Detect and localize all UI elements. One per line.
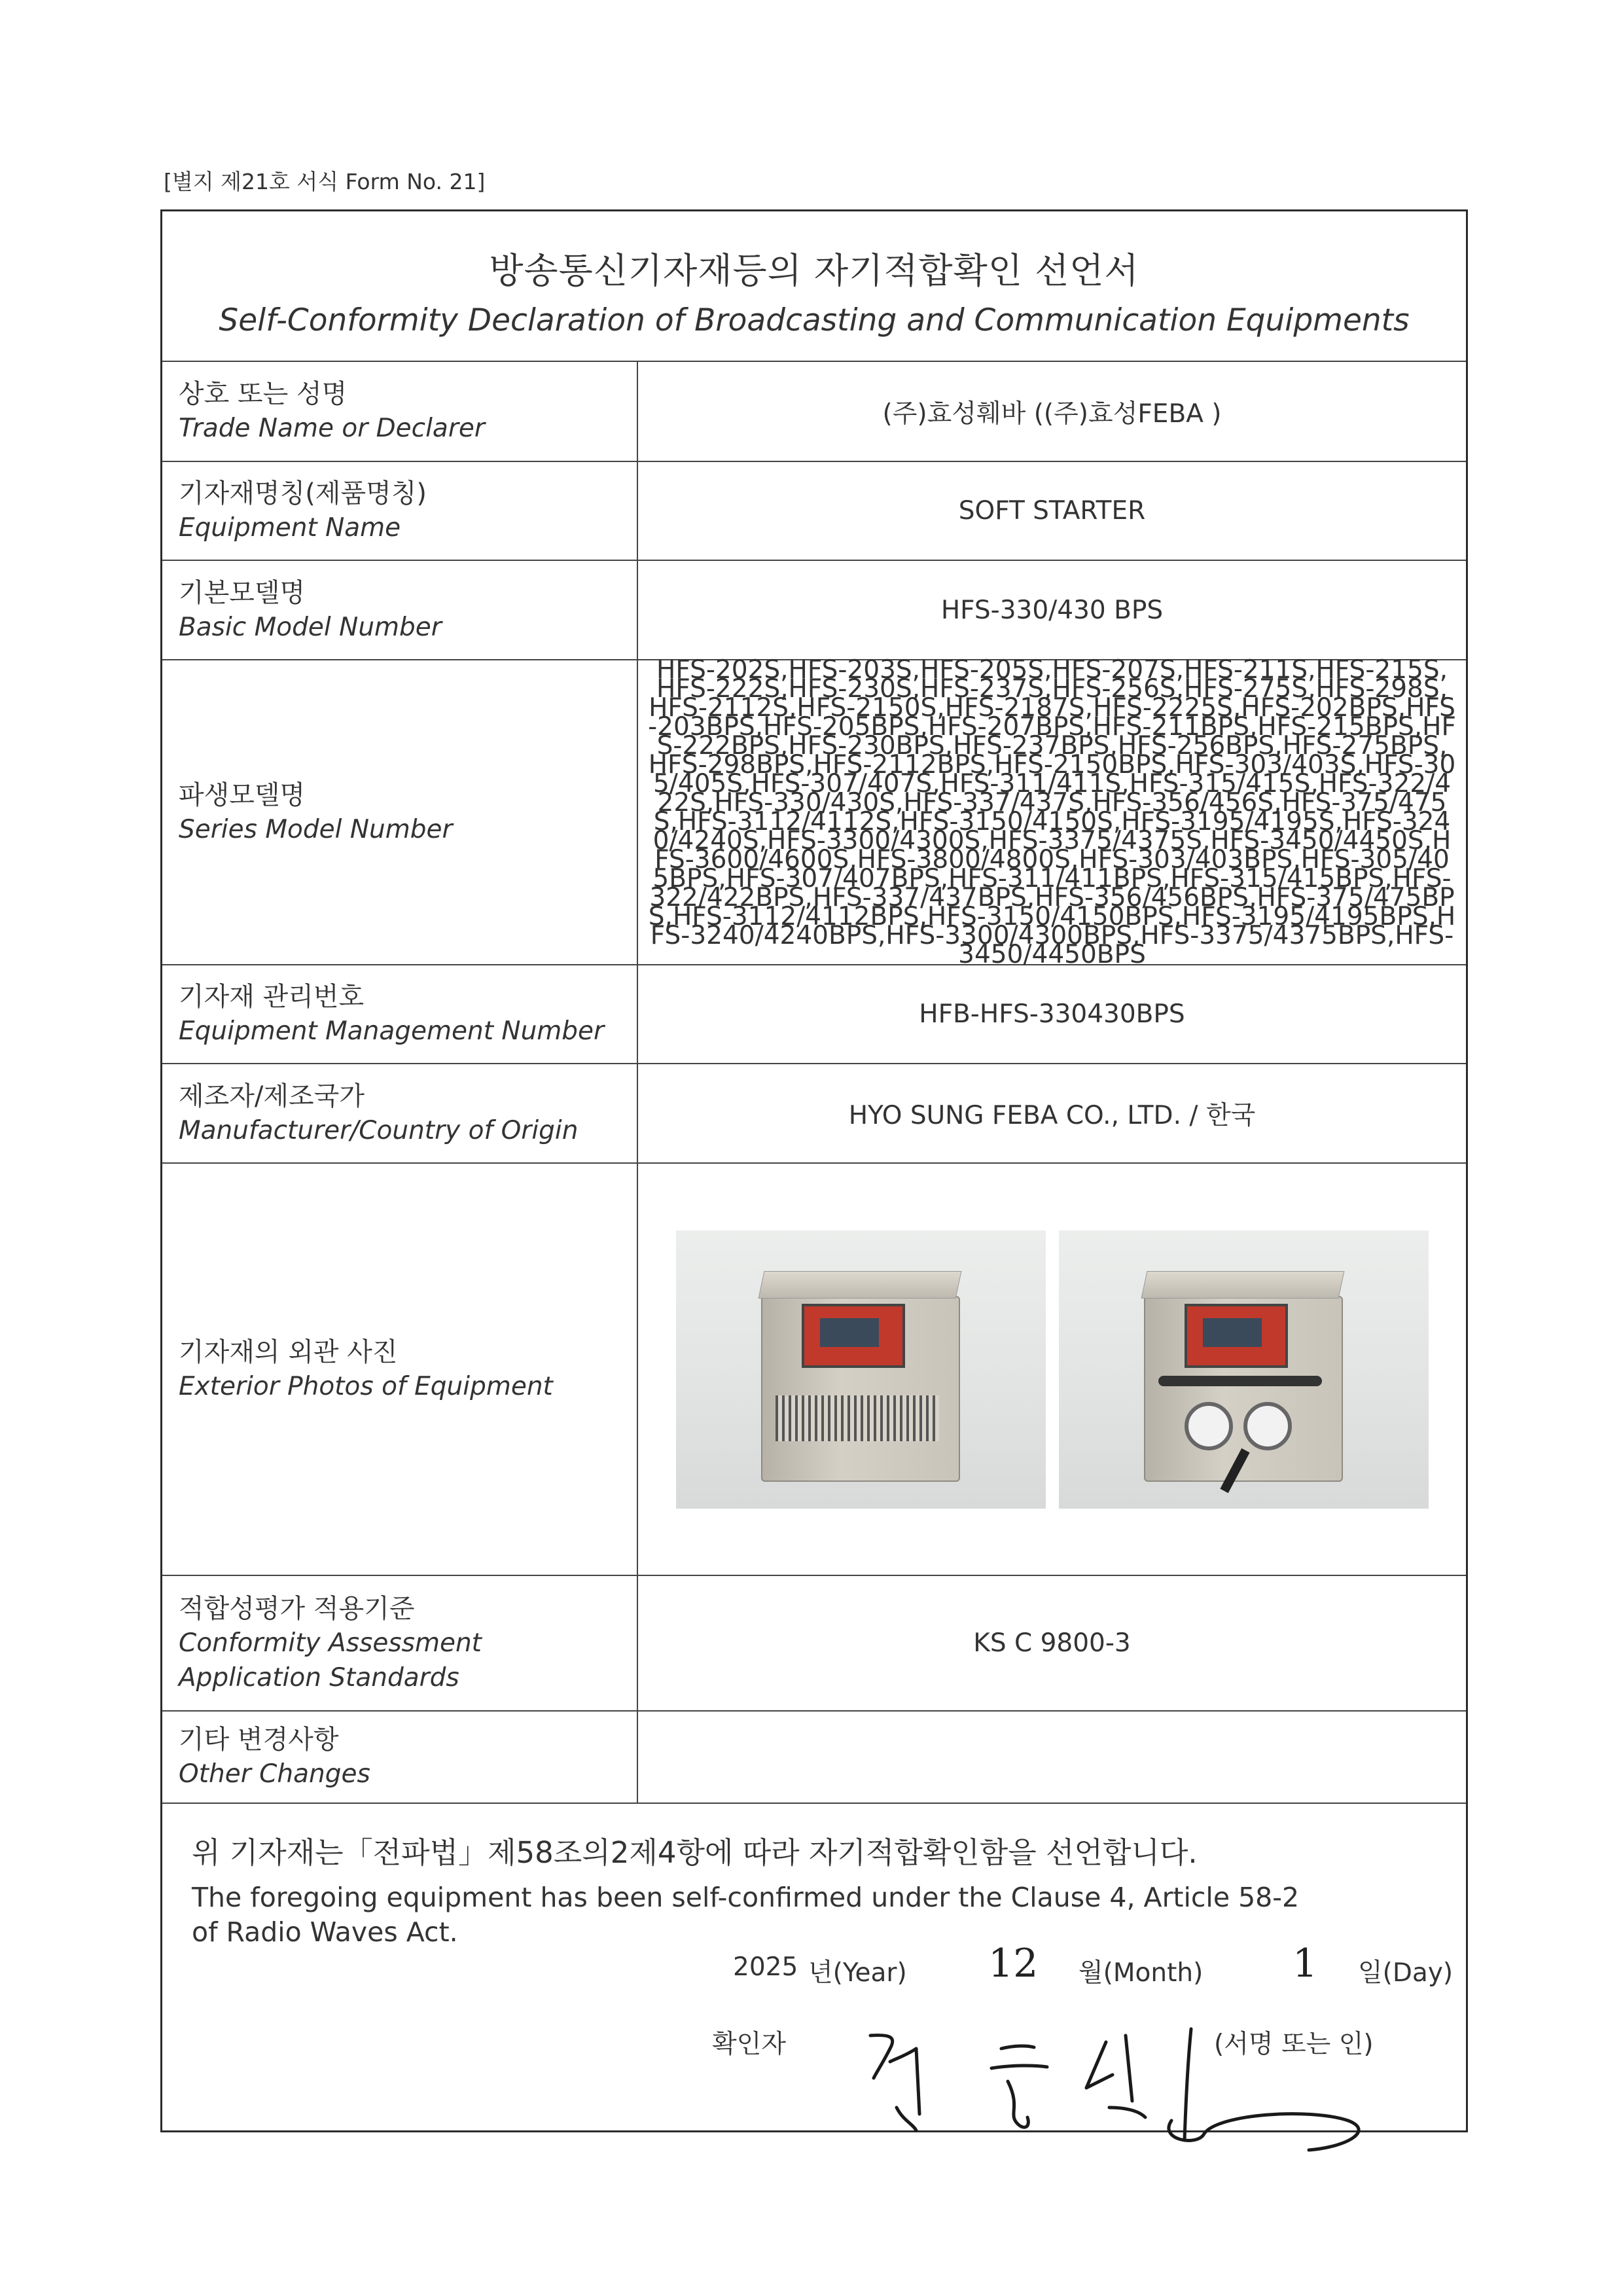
declaration-english-1: The foregoing equipment has been self-confirmed under the Clause 4, Article 58-2: [192, 1882, 1300, 1913]
row-trade-name: [162, 362, 1466, 461]
confirmer-label: 확인자: [712, 2030, 787, 2059]
label-en-1: Conformity Assessment: [179, 1628, 482, 1658]
title-english: Self-Conformity Declaration of Broadcasting and Communication Equipments: [219, 302, 1410, 338]
label-en: Equipment Name: [179, 513, 401, 543]
day-label: 일(Day): [1358, 1958, 1454, 1988]
row-manufacturer: [162, 1064, 1466, 1163]
label-series-model: [162, 660, 637, 965]
label-ko: 상호 또는 성명: [179, 379, 348, 410]
info-table: [162, 362, 1466, 1804]
label-ko: 기자재의 외관 사진: [179, 1336, 398, 1367]
label-en: Exterior Photos of Equipment: [179, 1371, 553, 1401]
title-korean: 방송통신기자재등의 자기적합확인 선언서: [489, 250, 1139, 291]
value-equipment-name: SOFT STARTER: [637, 461, 1466, 560]
label-en: Manufacturer/Country of Origin: [179, 1115, 579, 1145]
declaration-english-2: of Radio Waves Act.: [192, 1916, 458, 1948]
sign-hint: (서명 또는 인): [1214, 2030, 1374, 2059]
label-ko: 기자재 관리번호: [179, 982, 365, 1013]
label-management-number: [162, 965, 637, 1064]
equipment-open-photo: [1059, 1230, 1429, 1509]
label-other-changes: [162, 1711, 637, 1803]
label-standards: [162, 1575, 637, 1711]
row-standards: [162, 1575, 1466, 1711]
handwritten-signature: [851, 2009, 1387, 2153]
value-photos: [637, 1163, 1466, 1575]
year-label: 년(Year): [808, 1958, 907, 1988]
label-ko: 적합성평가 적용기준: [179, 1593, 415, 1624]
value-series-model: HFS-202S,HFS-203S,HFS-205S,HFS-207S,HFS-211S,HFS-215S,HFS-222S,HFS-230S,HFS-237S,HFS-256S,HFS-275S,HFS-298S,HFS-2112S,HFS-2150S,HFS-2187S,HFS-2225S,HFS-202BPS,HFS-203BPS,HFS-205BPS,HFS-207BPS,HFS-211BPS,HFS-215BPS,HFS-222BPS,HFS-230BPS,HFS-237BPS,HFS-256BPS,HFS-275BPS,HFS-298BPS,HFS-2112BPS,HFS-2150BPS,HFS-303/403S,HFS-305/405S,HFS-307/407S,HFS-311/411S,HFS-315/415S,HFS-322/422S,HFS-330/430S,HFS-337/437S,HFS-356/456S,HFS-375/475S,HFS-3112/4112S,HFS-3150/4150S,HFS-3195/4195S,HFS-3240/4240S,HFS-3300/4300S,HFS-3375/4375S,HFS-3450/4450S,HFS-3600/4600S,HFS-3800/4800S,HFS-303/403BPS,HFS-305/405BPS,HFS-307/407BPS,HFS-311/411BPS,HFS-315/415BPS,HFS-322/422BPS,HFS-337/437BPS,HFS-356/456BPS,HFS-375/475BPS,HFS-3112/4112BPS,HFS-3150/4150BPS,HFS-3195/4195BPS,HFS-3240/4240BPS,HFS-3300/4300BPS,HFS-3375/4375BPS,HFS-3450/4450BPS: [637, 660, 1466, 965]
equipment-front-photo: [676, 1230, 1046, 1509]
label-en-2: Application Standards: [179, 1662, 459, 1693]
label-en: Basic Model Number: [179, 612, 442, 642]
declaration-korean: 위 기자재는「전파법」제58조의2제4항에 따라 자기적합확인함을 선언합니다.: [192, 1835, 1198, 1870]
value-management-number: HFB-HFS-330430BPS: [637, 965, 1466, 1064]
label-ko: 파생모델명: [179, 780, 306, 810]
label-ko: 기자재명칭(제품명칭): [179, 478, 427, 509]
label-en: Series Model Number: [179, 814, 453, 844]
form-title: [162, 211, 1466, 362]
row-equipment-name: [162, 461, 1466, 560]
row-management-number: [162, 965, 1466, 1064]
value-trade-name: (주)효성훼바 ((주)효성FEBA ): [637, 362, 1466, 461]
label-en: Equipment Management Number: [179, 1016, 605, 1047]
declaration-statement: [162, 1804, 1466, 1950]
form-number: [별지 제21호 서식 Form No. 21]: [164, 169, 486, 194]
row-photos: [162, 1163, 1466, 1575]
month-label: 월(Month): [1079, 1958, 1204, 1988]
value-manufacturer: HYO SUNG FEBA CO., LTD. / 한국: [637, 1064, 1466, 1163]
year-value: 2025: [733, 1952, 798, 1982]
value-basic-model: HFS-330/430 BPS: [637, 560, 1466, 660]
value-other-changes: [637, 1711, 1466, 1803]
month-value-handwritten: 12: [988, 1941, 1039, 1986]
label-trade-name: [162, 362, 637, 461]
label-en: Trade Name or Declarer: [179, 414, 485, 444]
declaration-form: [160, 209, 1468, 2132]
row-series-model: [162, 660, 1466, 965]
label-ko: 제조자/제조국가: [179, 1081, 365, 1111]
label-en: Other Changes: [179, 1759, 370, 1789]
label-manufacturer: [162, 1064, 637, 1163]
label-basic-model: [162, 560, 637, 660]
row-other-changes: [162, 1711, 1466, 1803]
label-ko: 기본모델명: [179, 577, 306, 608]
row-basic-model: [162, 560, 1466, 660]
label-photos: [162, 1163, 637, 1575]
value-standards: KS C 9800-3: [637, 1575, 1466, 1711]
day-value-handwritten: 1: [1293, 1941, 1318, 1986]
label-ko: 기타 변경사항: [179, 1725, 339, 1755]
label-equipment-name: [162, 461, 637, 560]
